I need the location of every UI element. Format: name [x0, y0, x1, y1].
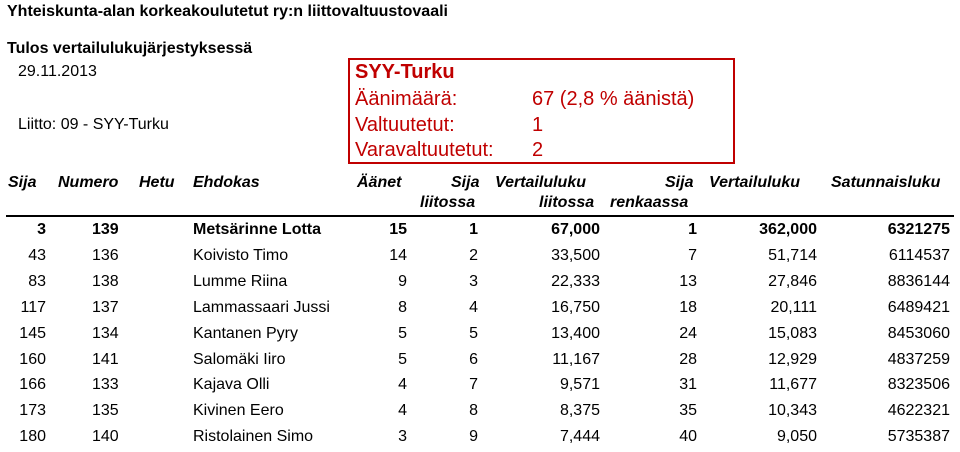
summary-name: SYY-Turku — [355, 61, 455, 83]
deputies-value: 2 — [532, 139, 544, 161]
table-row — [0, 247, 960, 271]
cell-satunnaisluku: 5735387 — [887, 428, 950, 446]
cell-sija: 145 — [19, 324, 46, 342]
cell-aanet: 15 — [389, 221, 407, 238]
header-ehdokas: Ehdokas — [193, 174, 260, 191]
cell-vert-liitossa: 8,375 — [559, 402, 600, 420]
header-sija-liitossa-2: liitossa — [420, 194, 476, 211]
cell-aanet: 5 — [398, 324, 407, 342]
cell-numero: 141 — [92, 350, 119, 368]
cell-sija: 117 — [20, 298, 46, 316]
table-row — [0, 402, 960, 426]
cell-satunnaisluku: 8453060 — [887, 324, 950, 342]
cell-ehdokas: Salomäki Iiro — [193, 350, 286, 368]
header-numero: Numero — [58, 174, 119, 191]
cell-satunnaisluku: 4622321 — [887, 402, 950, 420]
cell-vertailuluku: 362,000 — [759, 221, 817, 238]
table-divider — [6, 215, 954, 217]
cell-sija-liitossa: 7 — [469, 376, 478, 394]
cell-vert-liitossa: 7,444 — [559, 428, 600, 446]
cell-sija: 180 — [19, 428, 46, 446]
cell-sija-liitossa: 8 — [469, 402, 478, 420]
deputies-label: Varavaltuutetut: — [355, 139, 494, 161]
cell-sija-liitossa: 4 — [469, 298, 478, 316]
header-sija-liitossa: Sija — [451, 174, 480, 191]
cell-satunnaisluku: 6321275 — [887, 221, 950, 238]
cell-satunnaisluku: 4837259 — [887, 350, 950, 368]
cell-sija: 83 — [28, 272, 46, 290]
table-row — [0, 351, 960, 375]
cell-vert-liitossa: 9,571 — [559, 376, 600, 394]
header-vertailuluku: Vertailuluku — [709, 174, 800, 191]
header-sija-renkaassa: Sija — [665, 174, 694, 191]
cell-sija: 43 — [28, 246, 46, 264]
cell-aanet: 9 — [398, 272, 407, 290]
cell-sija-liitossa: 1 — [469, 221, 478, 238]
header-vert-liitossa: Vertailuluku — [495, 174, 586, 191]
union-label: Liitto: 09 - SYY-Turku — [18, 116, 169, 133]
header-sija: Sija — [8, 174, 37, 191]
cell-aanet: 4 — [398, 376, 407, 394]
cell-sija: 173 — [19, 402, 46, 420]
delegates-label: Valtuutetut: — [355, 114, 455, 136]
cell-ehdokas: Kajava Olli — [193, 376, 270, 394]
cell-sija-renkaassa: 1 — [688, 221, 697, 238]
cell-numero: 137 — [92, 298, 119, 316]
delegates-value: 1 — [532, 114, 544, 136]
cell-vertailuluku: 27,846 — [768, 272, 817, 290]
cell-vert-liitossa: 67,000 — [551, 221, 600, 238]
cell-sija-renkaassa: 24 — [679, 324, 697, 342]
table-row — [0, 221, 960, 245]
cell-vertailuluku: 51,714 — [768, 246, 817, 264]
cell-ehdokas: Metsärinne Lotta — [193, 221, 322, 238]
cell-vert-liitossa: 33,500 — [551, 246, 600, 264]
document-subtitle: Tulos vertailulukujärjestyksessä — [7, 40, 253, 57]
cell-sija: 3 — [37, 221, 46, 238]
cell-aanet: 4 — [398, 402, 407, 420]
cell-vertailuluku: 15,083 — [768, 324, 817, 342]
cell-vertailuluku: 10,343 — [768, 402, 817, 420]
header-sija-renkaassa-2: renkaassa — [610, 194, 689, 211]
header-satunnaisluku: Satunnaisluku — [831, 174, 941, 191]
cell-aanet: 8 — [398, 298, 407, 316]
cell-vert-liitossa: 13,400 — [551, 324, 600, 342]
cell-sija-renkaassa: 35 — [679, 402, 697, 420]
cell-sija-liitossa: 3 — [469, 272, 478, 290]
cell-sija-liitossa: 5 — [469, 324, 478, 342]
cell-vertailuluku: 9,050 — [776, 428, 817, 446]
votes-value: 67 (2,8 % äänistä) — [532, 88, 695, 110]
cell-sija-renkaassa: 40 — [679, 428, 697, 446]
cell-satunnaisluku: 8323506 — [887, 376, 950, 394]
cell-sija-renkaassa: 28 — [679, 350, 697, 368]
cell-sija-liitossa: 9 — [469, 428, 478, 446]
cell-vertailuluku: 12,929 — [768, 350, 817, 368]
table-row — [0, 428, 960, 452]
cell-ehdokas: Ristolainen Simo — [193, 428, 314, 446]
table-row — [0, 376, 960, 400]
cell-sija-renkaassa: 7 — [688, 246, 697, 264]
cell-numero: 140 — [92, 428, 119, 446]
header-vert-liitossa-2: liitossa — [539, 194, 595, 211]
cell-satunnaisluku: 6489421 — [887, 298, 950, 316]
cell-numero: 138 — [92, 272, 119, 290]
cell-ehdokas: Kivinen Eero — [193, 402, 284, 420]
cell-sija: 166 — [19, 376, 46, 394]
cell-ehdokas: Lumme Riina — [193, 272, 288, 290]
cell-sija: 160 — [19, 350, 46, 368]
cell-numero: 139 — [92, 221, 119, 238]
cell-sija-renkaassa: 18 — [679, 298, 697, 316]
cell-aanet: 5 — [398, 350, 407, 368]
document-title: Yhteiskunta-alan korkeakoulutetut ry:n liittovaltuustovaali — [7, 3, 448, 20]
document-date: 29.11.2013 — [18, 63, 97, 80]
cell-vertailuluku: 11,677 — [769, 376, 817, 394]
cell-vert-liitossa: 22,333 — [551, 272, 600, 290]
cell-ehdokas: Lammassaari Jussi — [193, 298, 330, 316]
table-row — [0, 273, 960, 297]
cell-satunnaisluku: 6114537 — [888, 246, 950, 264]
cell-sija-liitossa: 6 — [469, 350, 478, 368]
cell-vert-liitossa: 16,750 — [551, 298, 600, 316]
cell-aanet: 14 — [389, 246, 407, 264]
cell-satunnaisluku: 8836144 — [887, 272, 950, 290]
cell-numero: 136 — [92, 246, 119, 264]
cell-sija-renkaassa: 31 — [679, 376, 697, 394]
cell-numero: 133 — [92, 376, 119, 394]
cell-numero: 134 — [92, 324, 119, 342]
cell-aanet: 3 — [398, 428, 407, 446]
header-hetu: Hetu — [139, 174, 175, 191]
cell-ehdokas: Kantanen Pyry — [193, 324, 298, 342]
cell-vert-liitossa: 11,167 — [552, 350, 600, 368]
cell-sija-liitossa: 2 — [469, 246, 478, 264]
header-aanet: Äänet — [357, 174, 402, 191]
table-row — [0, 325, 960, 349]
votes-label: Äänimäärä: — [355, 88, 458, 110]
cell-sija-renkaassa: 13 — [679, 272, 697, 290]
cell-ehdokas: Koivisto Timo — [193, 246, 289, 264]
cell-vertailuluku: 20,111 — [770, 298, 817, 316]
cell-numero: 135 — [92, 402, 119, 420]
table-row — [0, 299, 960, 323]
